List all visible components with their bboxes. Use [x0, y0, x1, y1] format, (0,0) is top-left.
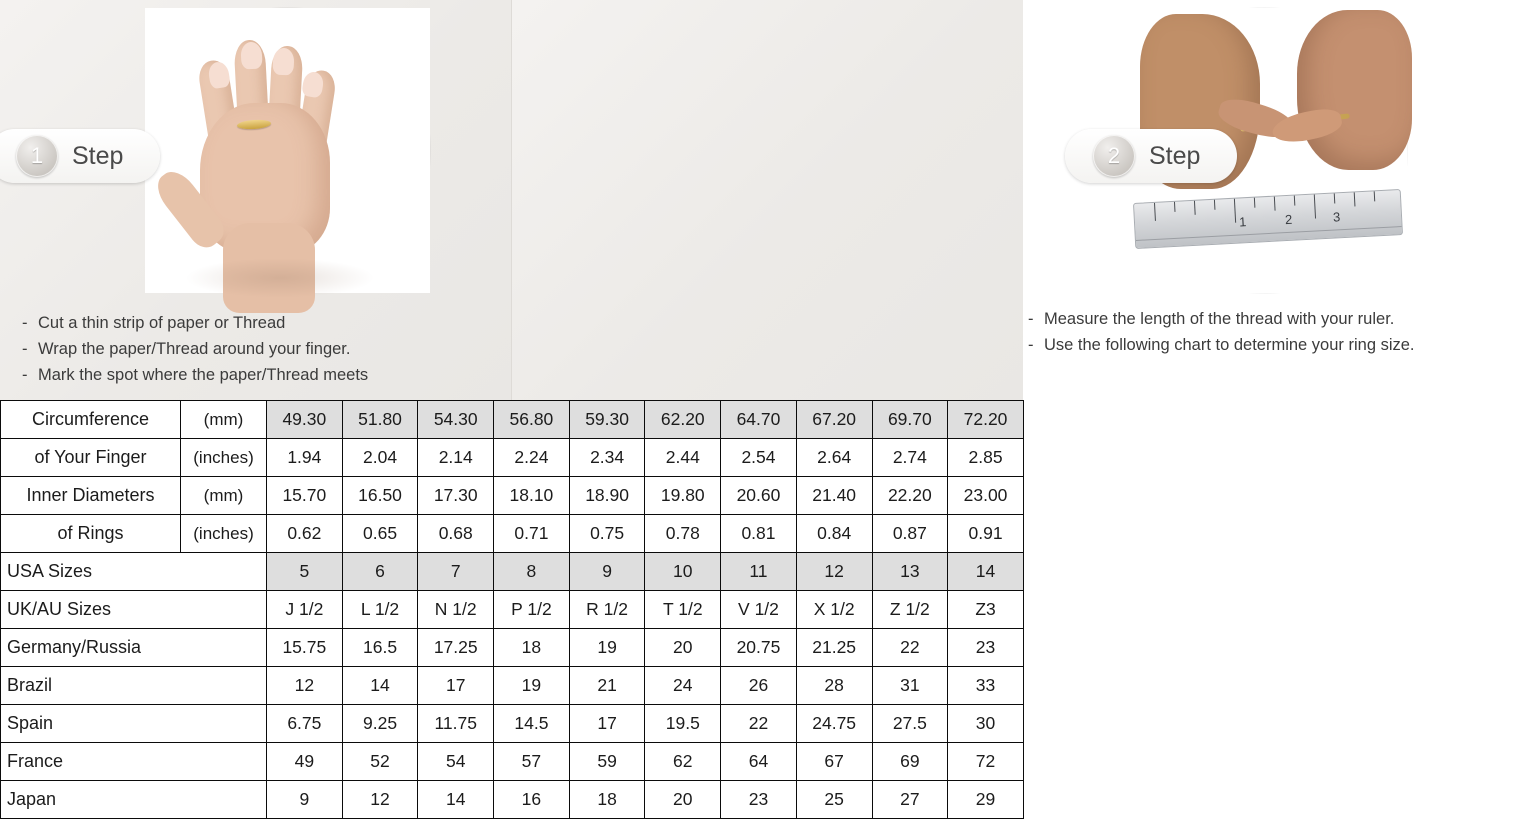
- cell: 10: [645, 553, 721, 591]
- table-row: [1, 553, 1024, 591]
- cell: Z 1/2: [872, 591, 948, 629]
- row-label: Spain: [1, 705, 267, 743]
- row-label: of Rings: [1, 515, 181, 553]
- row-label: Germany/Russia: [1, 629, 267, 667]
- step-1-label: Step: [72, 141, 124, 170]
- cell: 2.04: [342, 439, 418, 477]
- cell: 0.91: [948, 515, 1024, 553]
- cell: P 1/2: [494, 591, 570, 629]
- hand-with-ring-illustration: [145, 8, 430, 293]
- instruction-line: - Cut a thin strip of paper or Thread: [22, 314, 286, 332]
- cell: 16.50: [342, 477, 418, 515]
- row-label: of Your Finger: [1, 439, 181, 477]
- table-row: [1, 667, 1024, 705]
- step-1-instructions: [22, 310, 492, 388]
- step-2-label: Step: [1149, 141, 1201, 170]
- cell: 21.40: [796, 477, 872, 515]
- cell: 27.5: [872, 705, 948, 743]
- cell: 14: [342, 667, 418, 705]
- step-2-badge: [1065, 129, 1237, 183]
- cell: 29: [948, 781, 1024, 819]
- cell: 49: [267, 743, 343, 781]
- cell: 0.84: [796, 515, 872, 553]
- instruction-text: Measure the length of the thread with your ruler.: [1044, 310, 1395, 328]
- cell: 20.60: [721, 477, 797, 515]
- table-row: [1, 629, 1024, 667]
- cell: 5: [267, 553, 343, 591]
- cell: 23: [721, 781, 797, 819]
- table-row: [1, 401, 1024, 439]
- instruction-line: - Mark the spot where the paper/Thread meets: [22, 366, 369, 384]
- step-2-panel: [511, 0, 1415, 400]
- cell: 17: [569, 705, 645, 743]
- cell: 19.80: [645, 477, 721, 515]
- cell: 69: [872, 743, 948, 781]
- cell: 25: [796, 781, 872, 819]
- cell: 16.5: [342, 629, 418, 667]
- cell: 6: [342, 553, 418, 591]
- step-2-instructions: [1028, 306, 1528, 358]
- row-unit: (mm): [181, 477, 267, 515]
- cell: 1.94: [267, 439, 343, 477]
- ruler-icon: [1133, 189, 1403, 249]
- instruction-text: Wrap the paper/Thread around your finger.: [38, 340, 351, 358]
- cell: 24.75: [796, 705, 872, 743]
- cell: 64.70: [721, 401, 797, 439]
- cell: Z3: [948, 591, 1024, 629]
- cell: 17.25: [418, 629, 494, 667]
- cell: 59: [569, 743, 645, 781]
- table-row: [1, 515, 1024, 553]
- instruction-line: - Measure the length of the thread with your ruler.: [1028, 310, 1395, 328]
- cell: 2.64: [796, 439, 872, 477]
- step-1-badge: [0, 129, 160, 183]
- row-unit: (inches): [181, 515, 267, 553]
- ruler-mark: 2: [1284, 211, 1293, 228]
- cell: 0.71: [494, 515, 570, 553]
- cell: 18: [494, 629, 570, 667]
- cell: L 1/2: [342, 591, 418, 629]
- cell: 0.62: [267, 515, 343, 553]
- cell: 19: [494, 667, 570, 705]
- cell: 27: [872, 781, 948, 819]
- row-label: France: [1, 743, 267, 781]
- cell: 67: [796, 743, 872, 781]
- cell: 14: [418, 781, 494, 819]
- cell: 0.65: [342, 515, 418, 553]
- cell: 14: [948, 553, 1024, 591]
- cell: 0.78: [645, 515, 721, 553]
- row-label: Japan: [1, 781, 267, 819]
- row-unit: (inches): [181, 439, 267, 477]
- instruction-line: - Wrap the paper/Thread around your finger.: [22, 340, 351, 358]
- cell: 12: [796, 553, 872, 591]
- cell: N 1/2: [418, 591, 494, 629]
- cell: 17.30: [418, 477, 494, 515]
- cell: T 1/2: [645, 591, 721, 629]
- cell: X 1/2: [796, 591, 872, 629]
- table-row: [1, 439, 1024, 477]
- cell: 69.70: [872, 401, 948, 439]
- cell: 54.30: [418, 401, 494, 439]
- steps-section: [0, 0, 1415, 400]
- cell: 16: [494, 781, 570, 819]
- cell: 2.44: [645, 439, 721, 477]
- cell: 18.90: [569, 477, 645, 515]
- ring-size-chart: [0, 400, 1023, 826]
- table-row: [1, 477, 1024, 515]
- cell: 12: [267, 667, 343, 705]
- cell: R 1/2: [569, 591, 645, 629]
- cell: 21: [569, 667, 645, 705]
- cell: 54: [418, 743, 494, 781]
- cell: 18.10: [494, 477, 570, 515]
- cell: 0.68: [418, 515, 494, 553]
- cell: 20: [645, 629, 721, 667]
- cell: 6.75: [267, 705, 343, 743]
- cell: 31: [872, 667, 948, 705]
- cell: V 1/2: [721, 591, 797, 629]
- table-row: [1, 591, 1024, 629]
- cell: 62: [645, 743, 721, 781]
- cell: 0.75: [569, 515, 645, 553]
- cell: 22.20: [872, 477, 948, 515]
- cell: 9: [267, 781, 343, 819]
- step-1-number: 1: [16, 135, 58, 177]
- instruction-text: Mark the spot where the paper/Thread meets: [38, 366, 369, 384]
- ruler-mark: 1: [1238, 214, 1247, 230]
- cell: 21.25: [796, 629, 872, 667]
- cell: 22: [872, 629, 948, 667]
- cell: 59.30: [569, 401, 645, 439]
- cell: 18: [569, 781, 645, 819]
- table-row: [1, 743, 1024, 781]
- ruler-mark: 3: [1332, 209, 1341, 225]
- cell: 0.81: [721, 515, 797, 553]
- table-row: [1, 705, 1024, 743]
- cell: 67.20: [796, 401, 872, 439]
- cell: 2.34: [569, 439, 645, 477]
- cell: 22: [721, 705, 797, 743]
- cell: 51.80: [342, 401, 418, 439]
- cell: 2.24: [494, 439, 570, 477]
- cell: 2.85: [948, 439, 1024, 477]
- cell: 72: [948, 743, 1024, 781]
- cell: 0.87: [872, 515, 948, 553]
- cell: 72.20: [948, 401, 1024, 439]
- cell: 64: [721, 743, 797, 781]
- cell: 56.80: [494, 401, 570, 439]
- cell: 15.70: [267, 477, 343, 515]
- cell: 2.14: [418, 439, 494, 477]
- cell: 30: [948, 705, 1024, 743]
- cell: 14.5: [494, 705, 570, 743]
- cell: 9: [569, 553, 645, 591]
- row-label: UK/AU Sizes: [1, 591, 267, 629]
- cell: 7: [418, 553, 494, 591]
- cell: 26: [721, 667, 797, 705]
- step-1-panel: [0, 0, 511, 400]
- step-1-photo: [145, 8, 430, 293]
- cell: 19.5: [645, 705, 721, 743]
- cell: 23.00: [948, 477, 1024, 515]
- row-label: Circumference: [1, 401, 181, 439]
- row-label: Brazil: [1, 667, 267, 705]
- cell: 49.30: [267, 401, 343, 439]
- cell: 62.20: [645, 401, 721, 439]
- cell: 17: [418, 667, 494, 705]
- row-label: USA Sizes: [1, 553, 267, 591]
- instruction-line: - Use the following chart to determine your ring size.: [1028, 336, 1415, 354]
- cell: 9.25: [342, 705, 418, 743]
- step-2-number: 2: [1093, 135, 1135, 177]
- row-label: Inner Diameters: [1, 477, 181, 515]
- cell: 12: [342, 781, 418, 819]
- cell: 2.74: [872, 439, 948, 477]
- cell: 28: [796, 667, 872, 705]
- instruction-text: Cut a thin strip of paper or Thread: [38, 314, 286, 332]
- cell: 24: [645, 667, 721, 705]
- cell: 57: [494, 743, 570, 781]
- cell: 20.75: [721, 629, 797, 667]
- instruction-text: Use the following chart to determine your ring size.: [1044, 336, 1415, 354]
- cell: 19: [569, 629, 645, 667]
- ring-size-table: [0, 400, 1024, 819]
- table-row: [1, 781, 1024, 819]
- cell: 11.75: [418, 705, 494, 743]
- cell: 20: [645, 781, 721, 819]
- cell: 8: [494, 553, 570, 591]
- cell: 52: [342, 743, 418, 781]
- cell: 23: [948, 629, 1024, 667]
- cell: J 1/2: [267, 591, 343, 629]
- cell: 15.75: [267, 629, 343, 667]
- cell: 2.54: [721, 439, 797, 477]
- cell: 11: [721, 553, 797, 591]
- cell: 13: [872, 553, 948, 591]
- cell: 33: [948, 667, 1024, 705]
- row-unit: (mm): [181, 401, 267, 439]
